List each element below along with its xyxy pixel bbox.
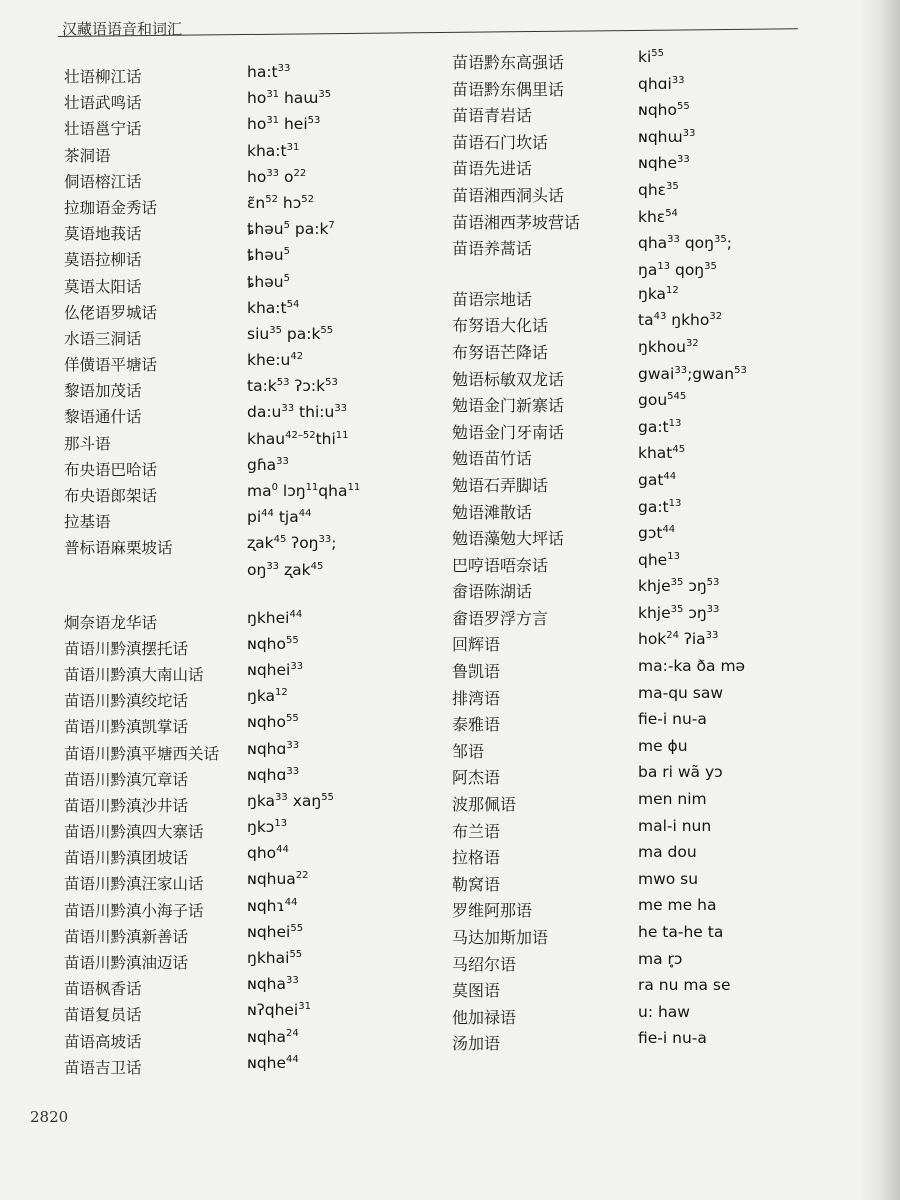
entry-row — [452, 898, 812, 925]
dialect-name: 布央语郎架话 — [64, 487, 158, 505]
entry-row — [452, 949, 812, 979]
entry-row — [64, 686, 394, 715]
phonetic-form: ɴqhɿ$^{44}$ — [247, 896, 298, 915]
phonetic-form: me ɸu — [638, 736, 688, 755]
entry-row — [64, 272, 394, 301]
dialect-name: 佯僙语平塘话 — [64, 356, 158, 375]
entry-row — [452, 260, 812, 287]
phonetic-form: gat$^{44}$ — [638, 470, 677, 489]
entry-row — [64, 896, 394, 925]
phonetic-form: qhɛ$^{35}$ — [638, 180, 679, 199]
phonetic-form: khje$^{35}$ ɔŋ$^{53}$ — [638, 577, 720, 596]
entry-row — [64, 846, 394, 872]
phonetic-form: $ho^{31}$ hei$^{53}$ — [247, 115, 321, 134]
dialect-name: 苗语川黔滇油迈话 — [64, 954, 189, 972]
entry-row — [64, 608, 394, 637]
entry-row — [452, 550, 812, 580]
phonetic-form: he ta-he ta — [638, 923, 724, 941]
phonetic-form: men nim — [638, 790, 707, 809]
entry-row — [452, 470, 812, 500]
phonetic-form: ɴqhɑ$^{33}$ — [247, 765, 300, 784]
dialect-name: 普标语麻栗坡话 — [64, 539, 173, 558]
entry-row — [64, 765, 394, 794]
entry-row — [64, 817, 394, 846]
entry-row — [452, 1031, 812, 1058]
phonetic-form: $ta:k^{53}$ $ʔɔ:k^{53}$ — [247, 377, 338, 396]
dialect-name: 仫佬语罗城话 — [64, 303, 158, 322]
dialect-name: 苗语川黔滇汪家山话 — [64, 875, 204, 894]
dialect-name: 苗语枫香话 — [64, 980, 142, 999]
dialect-name: 苗语川黔滇绞坨话 — [64, 692, 189, 711]
entry-row — [64, 634, 394, 663]
dialect-name: 苗语川黔滇四大寨话 — [64, 823, 204, 842]
phonetic-form: gou$^{545}$ — [638, 390, 687, 410]
phonetic-form: ɴqha$^{33}$ — [247, 975, 299, 994]
phonetic-form: gwai$^{33}$;gwan$^{53}$ — [638, 364, 747, 383]
entry-row — [452, 978, 812, 1005]
entry-row — [64, 510, 394, 536]
entry-row — [452, 446, 812, 473]
entry-row — [452, 390, 812, 420]
phonetic-form: $ga:t^{13}$ — [638, 497, 682, 516]
dialect-name: 苗语湘西茅坡营话 — [452, 212, 581, 232]
entry-row — [64, 922, 394, 951]
dialect-name: 茶洞语 — [64, 146, 111, 165]
dialect-name: 黎语加茂话 — [64, 382, 142, 401]
phonetic-form: $kha:t^{31}$ — [247, 141, 300, 160]
phonetic-form: khau$^{42-52}$thi$^{11}$ — [247, 429, 349, 448]
phonetic-form: qhe$^{13}$ — [638, 550, 680, 569]
dialect-name: 勉语苗竹话 — [452, 449, 533, 469]
phonetic-form: $ŋa^{13}$ qoŋ$^{35}$ — [638, 260, 717, 279]
phonetic-form: ʐak$^{45}$ ʔoŋ$^{33}$; — [247, 534, 337, 553]
running-header: 汉藏语语音和词汇 — [62, 20, 183, 38]
dialect-name: 他加禄语 — [452, 1007, 517, 1027]
dialect-name: 苗语川黔滇新善话 — [64, 927, 189, 946]
dialect-name: 排湾语 — [452, 688, 501, 708]
phonetic-form: ɴqho$^{55}$ — [247, 713, 299, 732]
dialect-name: 苗语先进话 — [452, 159, 533, 179]
entry-row — [64, 405, 394, 431]
entry-row — [452, 127, 812, 157]
phonetic-form: ɴqhɑ$^{33}$ — [247, 739, 300, 758]
entry-row — [452, 765, 812, 792]
phonetic-form: ŋkhei$^{44}$ — [247, 608, 303, 627]
phonetic-form: ɴqho$^{55}$ — [638, 101, 690, 120]
dialect-name: 拉基语 — [64, 513, 111, 532]
dialect-name: 苗语川黔滇平塘西关话 — [64, 744, 220, 763]
dialect-name: 苗语川黔滇凯掌话 — [64, 718, 189, 737]
phonetic-form: ȶhəu$^5$ $pa:k^7$ — [247, 219, 335, 239]
phonetic-form: ȶhəu$^5$ — [247, 272, 290, 291]
entry-row — [64, 977, 394, 1003]
spacer-row — [64, 587, 394, 611]
phonetic-form: ɴqhei$^{55}$ — [247, 922, 304, 941]
entry-row — [64, 117, 394, 143]
entry-row — [64, 429, 394, 458]
entry-row — [64, 560, 394, 587]
entry-row — [452, 103, 812, 130]
phonetic-form: ɴqhe$^{44}$ — [247, 1053, 299, 1072]
phonetic-form: $oŋ^{33}$ ʐak$^{45}$ — [247, 560, 324, 579]
phonetic-form: ȶhəu$^5$ — [247, 246, 290, 265]
dialect-name: 莫图语 — [452, 981, 501, 1001]
dialect-name: 勉语石弄脚话 — [452, 475, 549, 495]
phonetic-form: fie-i nu-a — [638, 1029, 707, 1048]
entry-row — [452, 497, 812, 527]
entry-row — [452, 337, 812, 367]
dialect-name: 苗语湘西洞头话 — [452, 185, 565, 205]
dialect-name: 苗语川黔滇小海子话 — [64, 901, 204, 920]
phonetic-form: ma dou — [638, 843, 697, 862]
phonetic-form: ba ri wã yɔ — [638, 763, 723, 782]
phonetic-form: $ta^{43}$ ŋkho$^{32}$ — [638, 311, 723, 330]
phonetic-form: ɴqhe$^{33}$ — [638, 154, 690, 173]
entry-row — [452, 579, 812, 606]
phonetic-form: ɴqhɯ$^{33}$ — [638, 127, 696, 146]
entry-row — [64, 1053, 394, 1082]
entry-row — [452, 736, 812, 766]
entry-row — [64, 91, 394, 117]
phonetic-form: $ki^{55}$ — [638, 47, 665, 66]
phonetic-form: ɴʔqhei$^{31}$ — [247, 1001, 311, 1020]
dialect-name: 巴哼语唔奈话 — [452, 555, 549, 575]
entry-row — [452, 523, 812, 553]
phonetic-form: siu$^{35}$ $pa:k^{55}$ — [247, 324, 334, 343]
dialect-name: 苗语川黔滇大南山话 — [64, 665, 204, 684]
entry-row — [452, 632, 812, 659]
phonetic-form: $da:u^{33}$ $thi:u^{33}$ — [247, 403, 348, 422]
page-edge-shadow — [860, 0, 900, 1200]
phonetic-form: $ga:t^{13}$ — [638, 417, 682, 436]
dialect-name: 汤加语 — [452, 1034, 501, 1054]
dialect-name: 壮语邕宁话 — [64, 120, 142, 139]
phonetic-form: me me ha — [638, 896, 717, 915]
entry-row — [64, 298, 394, 327]
dialect-name: 邹语 — [452, 741, 485, 761]
phonetic-form: ɴqha$^{24}$ — [247, 1027, 299, 1046]
phonetic-form: $ma^0$ lɔŋ$^{11}$qha$^{11}$ — [247, 481, 361, 500]
phonetic-form: $pi^{44}$ tja$^{44}$ — [247, 508, 312, 527]
entry-row — [64, 193, 394, 222]
entry-row — [452, 417, 812, 447]
phonetic-form: ma r̥ɔ — [638, 949, 683, 968]
entry-row — [452, 792, 812, 819]
dialect-name: 布努语大化话 — [452, 316, 549, 336]
phonetic-form: ŋka$^{12}$ — [638, 284, 679, 303]
phonetic-form: $kha:t^{54}$ — [247, 298, 300, 317]
dialect-name: 苗语川黔滇团坡话 — [64, 849, 189, 868]
entry-row — [64, 350, 394, 379]
phonetic-form: u: haw — [638, 1002, 690, 1021]
entry-row — [64, 872, 394, 898]
dialect-name: 马绍尔语 — [452, 954, 517, 974]
entry-row — [452, 1002, 812, 1032]
entry-row — [452, 925, 812, 952]
phonetic-form: ma:-ka ða mə — [638, 657, 746, 676]
dialect-name: 苗语吉卫话 — [64, 1058, 142, 1077]
dialect-name: 侗语榕江话 — [64, 172, 142, 191]
dialect-name: 苗语黔东偶里话 — [452, 79, 565, 99]
phonetic-form: ŋkhai$^{55}$ — [247, 948, 303, 967]
dialect-name: 畲语罗浮方言 — [452, 608, 549, 628]
entry-row — [64, 141, 394, 170]
dialect-name: 黎语通什话 — [64, 408, 142, 427]
phonetic-form: ɴqhei$^{33}$ — [247, 660, 304, 679]
entry-row — [452, 313, 812, 340]
entry-row — [64, 324, 394, 353]
phonetic-form: ŋkhou$^{32}$ — [638, 337, 699, 356]
phonetic-form: $ho^{33}$ $o^{22}$ — [247, 167, 307, 186]
page-number: 2820 — [30, 1108, 69, 1126]
entry-row — [452, 683, 812, 713]
dialect-name: 苗语川黔滇摆托话 — [64, 639, 189, 658]
entry-row — [452, 816, 812, 846]
dialect-name: 布努语芒降话 — [452, 342, 549, 362]
phonetic-form: mwo su — [638, 869, 699, 888]
entry-row — [452, 156, 812, 183]
dialect-name: 壮语柳江话 — [64, 68, 142, 86]
phonetic-form: fie-i nu-a — [638, 710, 707, 729]
dialect-name: 苗语川黔滇冗章话 — [64, 770, 189, 789]
entry-row — [452, 712, 812, 739]
entry-row — [452, 74, 812, 104]
entry-row — [64, 248, 394, 274]
phonetic-form: mal-i nun — [638, 816, 712, 835]
dialect-name: 布央语巴哈话 — [64, 460, 158, 479]
entry-row — [452, 364, 812, 394]
entry-row — [64, 455, 394, 484]
entry-row — [64, 948, 394, 977]
dialect-name: 勒窝语 — [452, 874, 501, 894]
phonetic-form: gɔt$^{44}$ — [638, 523, 676, 543]
dialect-name: 勉语金门牙南话 — [452, 422, 565, 442]
dialect-name: 勉语金门新寨话 — [452, 396, 565, 416]
phonetic-form: ma-qu saw — [638, 683, 724, 702]
phonetic-form: $ɛ̃n^{52}$ hɔ$^{52}$ — [247, 193, 314, 212]
phonetic-form: khat$^{45}$ — [638, 444, 686, 463]
dialect-name: 勉语标敏双龙话 — [452, 369, 565, 389]
dialect-name: 莫语地莪话 — [64, 225, 142, 244]
phonetic-form: $ha:t^{33}$ — [247, 62, 291, 81]
phonetic-form: ɴqhua$^{22}$ — [247, 870, 309, 889]
entry-row — [452, 284, 812, 314]
dialect-name: 泰雅语 — [452, 715, 501, 735]
dialect-name: 苗语青岩话 — [452, 106, 533, 126]
dialect-name: 苗语高坡话 — [64, 1032, 142, 1051]
dialect-name: 苗语黔东高强话 — [452, 53, 565, 72]
entry-row — [64, 1003, 394, 1029]
entry-row — [64, 62, 394, 91]
dialect-name: 畲语陈湖话 — [452, 582, 533, 602]
phonetic-form: khɛ$^{54}$ — [638, 207, 678, 226]
phonetic-form: $khe:u^{42}$ — [247, 350, 304, 370]
entry-row — [64, 219, 394, 248]
dialect-name: 马达加斯加语 — [452, 928, 549, 947]
entry-row — [452, 180, 812, 210]
right-column — [452, 47, 812, 1058]
entry-row — [452, 659, 812, 686]
dialect-name: 莫语拉柳话 — [64, 251, 142, 270]
entry-row — [64, 536, 394, 562]
entry-row — [64, 660, 394, 689]
entry-row — [64, 791, 394, 820]
dialect-name: 罗维阿那语 — [452, 901, 533, 921]
dialect-name: 苗语石门坎话 — [452, 132, 549, 152]
phonetic-form: ra nu ma se — [638, 976, 731, 995]
dialect-name: 苗语川黔滇沙井话 — [64, 796, 189, 815]
dialect-name: 壮语武鸣话 — [64, 94, 142, 113]
dialect-name: 勉语滩散话 — [452, 502, 533, 522]
dialect-name: 布兰语 — [452, 821, 501, 841]
dialect-name: 拉珈语金秀话 — [64, 198, 158, 217]
entry-row — [452, 603, 812, 633]
dialect-name: 水语三洞话 — [64, 329, 142, 348]
phonetic-form: $ho^{31}$ haɯ$^{35}$ — [247, 89, 332, 108]
phonetic-form: hok$^{24}$ ʔia$^{33}$ — [638, 630, 719, 649]
dialect-name: 苗语养蒿话 — [452, 239, 533, 259]
phonetic-form: ŋkɔ$^{13}$ — [247, 817, 288, 837]
dialect-name: 阿杰语 — [452, 768, 501, 788]
dialect-name: 那斗语 — [64, 434, 111, 453]
phonetic-form: gɦa$^{33}$ — [247, 455, 289, 474]
entry-row — [452, 845, 812, 872]
phonetic-form: khje$^{35}$ ɔŋ$^{33}$ — [638, 603, 720, 622]
dialect-name: 苗语复员话 — [64, 1006, 142, 1025]
dialect-name: 鲁凯语 — [452, 662, 501, 682]
entry-row — [64, 739, 394, 768]
dialect-name: 苗语宗地话 — [452, 289, 533, 309]
dialect-name: 炯奈语龙华话 — [64, 613, 158, 632]
entry-row — [64, 1027, 394, 1056]
entry-row — [452, 207, 812, 237]
entry-row — [452, 47, 812, 77]
phonetic-form: qho$^{44}$ — [247, 844, 289, 863]
dialect-name: 拉格语 — [452, 848, 501, 868]
entry-row — [64, 167, 394, 196]
phonetic-form: qhɑi$^{33}$ — [638, 74, 685, 93]
dialect-name: 波那佩语 — [452, 795, 517, 815]
dialect-name: 莫语太阳话 — [64, 277, 142, 296]
entry-row — [64, 379, 394, 405]
phonetic-form: ŋka$^{12}$ — [247, 686, 288, 706]
entry-row — [452, 236, 812, 263]
dialect-name: 回辉语 — [452, 635, 501, 655]
phonetic-form: ɴqho$^{55}$ — [247, 634, 299, 653]
left-column — [64, 62, 394, 1082]
entry-row — [64, 715, 394, 741]
entry-row — [64, 481, 394, 510]
phonetic-form: qha$^{33}$ qoŋ$^{35}$; — [638, 234, 732, 253]
entry-row — [452, 869, 812, 899]
phonetic-form: ŋka$^{33}$ xaŋ$^{55}$ — [247, 791, 334, 810]
dialect-name: 勉语藻勉大坪话 — [452, 529, 565, 549]
